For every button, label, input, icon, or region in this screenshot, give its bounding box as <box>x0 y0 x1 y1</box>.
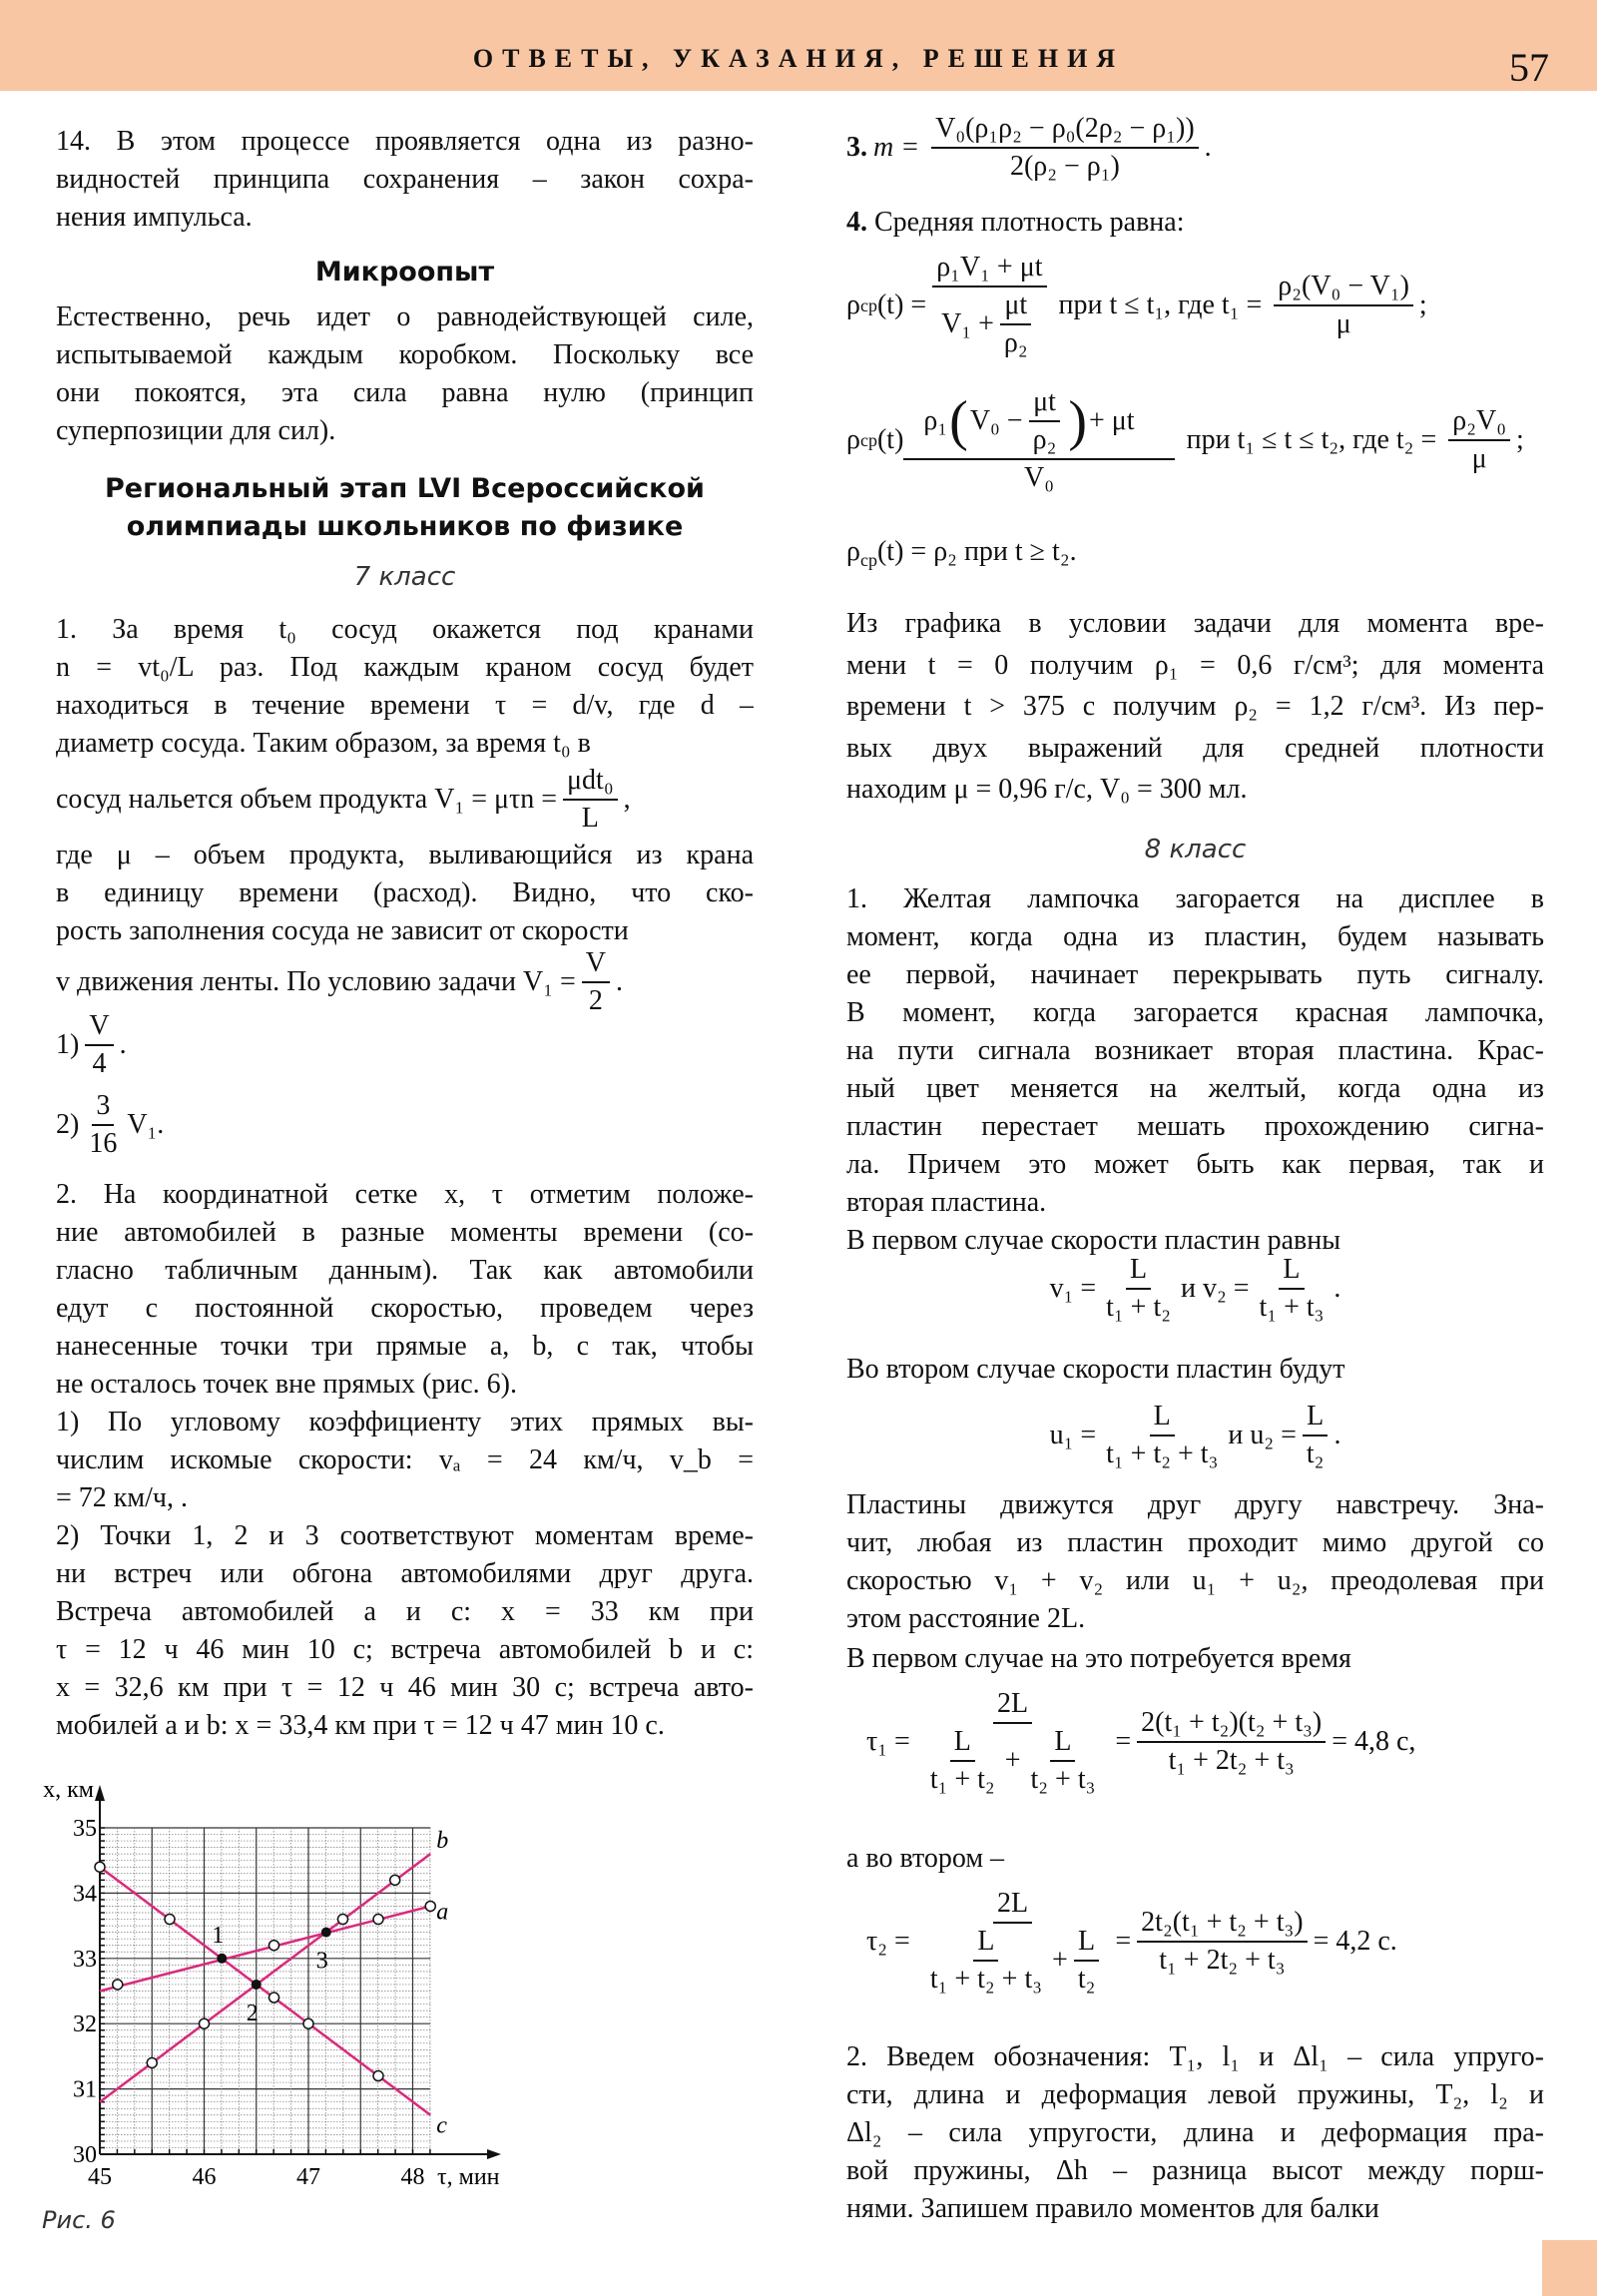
text-line: находим μ = 0,96 г/с, V₀ = 300 мл. <box>846 774 1248 805</box>
denominator: t₂ <box>1077 1964 1096 1996</box>
y-tick-label: 33 <box>73 1946 97 1973</box>
y-axis-arrow <box>95 1785 105 1801</box>
text-line: едут с постоянной скоростью, проведем через <box>56 1293 754 1324</box>
denominator: t₁ + t₂ + t₃ <box>1106 1438 1219 1469</box>
denominator: μ <box>1471 443 1487 474</box>
subscript: ср <box>859 429 877 450</box>
paren: ( <box>949 389 968 452</box>
denominator: t₁ + t₂ <box>1106 1292 1171 1323</box>
text-line: ла. Причем это может быть как первая, так и <box>846 1149 1544 1180</box>
numerator: ρ₂(V₀ − V₁) <box>1274 271 1413 306</box>
answer-tail: V₁. <box>127 1108 165 1140</box>
y-tick-label: 30 <box>73 2142 97 2168</box>
formula-condition <box>56 946 754 1016</box>
text-line: гласно табличным данным). Так как автомобили <box>56 1255 754 1286</box>
case-2-text: Во втором случае скорости пластин будут <box>846 1354 1345 1385</box>
formula-tau-1 <box>846 1687 1544 1797</box>
section-title: ОТВЕТЫ, УКАЗАНИЯ, РЕШЕНИЯ <box>472 44 1125 73</box>
text-line: не осталось точек вне прямых (рис. 6). <box>56 1369 517 1400</box>
numerator: L <box>1126 1254 1151 1290</box>
problem-8-1-text-b <box>846 1486 1544 1638</box>
text-line: ее первой, начинает перекрывать путь сигналу. <box>846 959 1544 990</box>
text-line: времени t > 375 с получим ρ₂ = 1,2 г/см³. Из пер- <box>846 691 1544 722</box>
numerator: L <box>1303 1401 1328 1436</box>
rho-symbol: ρ <box>846 536 860 567</box>
grade-7-label: 7 класс <box>353 562 456 592</box>
punct: , <box>623 783 631 815</box>
x-tick-label: 48 <box>400 2164 425 2190</box>
formula-speeds-u <box>846 1400 1544 1471</box>
punct: . <box>616 965 623 997</box>
formula-density-3 <box>846 533 1544 579</box>
punct: . <box>119 1028 127 1060</box>
text-line: вых двух выражений для средней плотности <box>846 732 1544 764</box>
denominator: L <box>581 803 599 834</box>
numerator: μdt₀ <box>563 765 618 801</box>
fraction <box>932 252 1046 360</box>
case-1-text: В первом случае скорости пластин равны <box>846 1225 1341 1256</box>
numerator <box>903 386 1174 460</box>
graph-paragraph <box>846 603 1544 811</box>
text-line: скоростью v₁ + v₂ или u₁ + u₂, преодолевая при <box>846 1565 1544 1596</box>
formula-density-1 <box>846 246 1427 365</box>
text-line: 1. Желтая лампочка загорается на дисплее в <box>846 883 1544 914</box>
y-axis-label: x, км <box>43 1777 94 1803</box>
item-4-intro <box>846 204 1544 242</box>
data-point-a <box>425 1901 435 1911</box>
numerator: L <box>950 1726 975 1762</box>
item-text: Средняя плотность равна: <box>874 207 1185 238</box>
text-line: находиться в течение времени τ = d/v, где d – <box>56 690 754 721</box>
denominator: V₀ <box>1024 462 1054 494</box>
numerator: L <box>1074 1926 1099 1962</box>
text-line: сти, длина и деформация левой пружины, T₂, l₂ и <box>846 2079 1544 2110</box>
fraction <box>1448 405 1510 475</box>
formula-lhs: m = <box>873 131 920 163</box>
x-axis-label: τ, мин <box>437 2164 500 2190</box>
page-header <box>0 0 1597 91</box>
fraction <box>85 1010 113 1080</box>
item-number: 3. <box>846 131 867 163</box>
fraction <box>903 386 1174 495</box>
data-point-b <box>390 1875 400 1885</box>
plus: + <box>1052 1945 1068 1976</box>
numerator: L <box>1050 1726 1075 1762</box>
problem-8-2-text <box>846 2038 1544 2228</box>
punct: . <box>1333 1272 1341 1304</box>
data-point-b <box>147 2057 157 2067</box>
fraction <box>931 113 1199 183</box>
text-line: рость заполнения сосуда не зависит от скорости <box>56 915 629 946</box>
numerator: L <box>973 1926 998 1962</box>
denominator: t₁ + t₂ + t₃ <box>929 1964 1043 1996</box>
text-line: числим искомые скорости: vₐ = 24 км/ч, v_b = <box>56 1444 754 1475</box>
text-line: ный цвет меняется на желтый, когда одна из <box>846 1073 1544 1104</box>
microexperiment-title: Микроопыт <box>314 257 495 287</box>
item-number: 4. <box>846 207 867 238</box>
fraction <box>926 1926 1046 1996</box>
intersection-label: 2 <box>246 2000 259 2026</box>
text-line: вторая пластина. <box>846 1187 1047 1218</box>
text-line: этом расстояние 2L. <box>846 1603 1086 1634</box>
fraction <box>563 765 618 835</box>
data-point-b <box>337 1915 347 1925</box>
fraction <box>1274 271 1413 340</box>
problem-2-part-1 <box>56 1404 754 1517</box>
fraction <box>1102 1401 1222 1470</box>
text-line: ни встреч или обгона автомобилями друг друга. <box>56 1558 754 1589</box>
denominator: 4 <box>92 1048 107 1079</box>
denominator: t₁ + t₃ <box>1259 1292 1325 1323</box>
formula-lhs: (t) = <box>876 288 927 320</box>
denominator: ρ₂ <box>1032 423 1057 455</box>
fraction <box>1102 1254 1175 1324</box>
text-line: они покоятся, эта сила равна нулю (принцип <box>56 377 754 408</box>
text-line: Естественно, речь идет о равнодействующей силе, <box>56 301 754 332</box>
figure-caption: Рис. 6 <box>42 2206 116 2234</box>
text-line: В момент, когда загорается красная лампочка, <box>846 997 1544 1028</box>
denominator: t₁ + t₂ <box>929 1764 995 1796</box>
text-line: мобилей a и b: x = 33,4 км при τ = 12 ч 47 мин 10 с. <box>56 1710 665 1741</box>
second-case-text: а во втором – <box>846 1843 1005 1874</box>
text-line: 2) Точки 1, 2 и 3 соответствуют моментам време- <box>56 1520 754 1551</box>
denominator: t₁ + 2t₂ + t₃ <box>1168 1745 1295 1776</box>
num-text: + μt <box>1088 404 1135 436</box>
fraction <box>1137 1907 1307 1977</box>
fraction <box>916 1688 1110 1797</box>
numerator: L <box>1150 1401 1175 1436</box>
intersection-label: 1 <box>212 1922 225 1949</box>
denominator: μ <box>1335 308 1351 339</box>
text-line: видностей принципа сохранения – закон сохра- <box>56 164 754 195</box>
formula-lhs: u₁ = <box>1049 1419 1097 1450</box>
condition-text: при t₁ ≤ t ≤ t₂, где t₂ = <box>1186 423 1437 455</box>
fraction <box>1137 1707 1326 1777</box>
denominator: t₁ + 2t₂ + t₃ <box>1159 1945 1286 1976</box>
series-label-b: b <box>436 1827 449 1854</box>
punct: ; <box>1418 288 1427 320</box>
page-number: 57 <box>1509 45 1549 90</box>
den-text: V₁ + <box>941 308 994 339</box>
rho-symbol: ρ <box>846 288 860 320</box>
result: = 4,8 с, <box>1331 1725 1416 1757</box>
formula-text: и u₂ = <box>1228 1419 1297 1450</box>
data-point-c <box>95 1862 105 1872</box>
x-tick-label: 47 <box>296 2164 320 2190</box>
text-line: 1. За время t₀ сосуд окажется под кранами <box>56 614 754 645</box>
problem-2-part-2 <box>56 1517 754 1745</box>
text-line: 1) По угловому коэффициенту этих прямых вы- <box>56 1407 754 1437</box>
numerator: 2(t₁ + t₂)(t₂ + t₃) <box>1137 1707 1326 1743</box>
formula-tau-2 <box>846 1887 1544 1997</box>
text-line: 2. На координатной сетке x, τ отметим положе- <box>56 1179 754 1210</box>
formula-text: сосуд нальется объем продукта V₁ = μτn = <box>56 783 558 815</box>
formula-rest: (t) = ρ₂ при t ≥ t₂. <box>876 536 1077 567</box>
answer-label: 1) <box>56 1028 80 1060</box>
fraction <box>1026 1726 1099 1796</box>
fraction <box>1074 1926 1100 1996</box>
rho-symbol: ρ <box>846 423 860 455</box>
subscript: ср <box>859 550 877 570</box>
grade-8-label: 8 класс <box>1144 835 1247 864</box>
fraction <box>1256 1254 1329 1324</box>
text-line: нения импульса. <box>56 202 253 233</box>
figure-6-chart <box>0 1757 779 2236</box>
text-line: пластин перестает мешать прохождению сигна- <box>846 1111 1544 1142</box>
denominator <box>916 1724 1110 1796</box>
formula-lhs: τ₁ = <box>866 1725 910 1757</box>
num-text: V₀ − <box>969 404 1023 436</box>
fraction <box>582 947 610 1017</box>
equals: = <box>1115 1725 1132 1757</box>
text-line: 14. В этом процессе проявляется одна из разно- <box>56 126 754 157</box>
y-tick-label: 34 <box>73 1881 97 1908</box>
fraction <box>1029 386 1061 456</box>
formula-lhs: v₁ = <box>1049 1272 1097 1304</box>
denominator: t₂ <box>1306 1438 1325 1469</box>
text-line: где μ – объем продукта, выливающийся из крана <box>56 840 754 870</box>
x-tick-label: 46 <box>192 2164 217 2190</box>
text-line: = 72 км/ч, . <box>56 1482 188 1513</box>
numerator: μt <box>1000 289 1031 325</box>
problem-8-1-text <box>846 880 1544 1222</box>
denominator <box>937 287 1042 359</box>
numerator: μt <box>1029 386 1060 422</box>
numerator: 2L <box>993 1888 1032 1924</box>
heading-line: олимпиады школьников по физике <box>126 511 684 542</box>
text-line: нанесенные точки три прямые a, b, c так, чтобы <box>56 1331 754 1362</box>
punct: ; <box>1515 423 1524 455</box>
result: = 4,2 с. <box>1313 1925 1397 1957</box>
text-line: суперпозиции для сил). <box>56 415 336 446</box>
punct: . <box>1333 1419 1341 1450</box>
plus: + <box>1004 1745 1021 1776</box>
numerator: V <box>582 947 610 983</box>
formula-density-2 <box>846 375 1524 505</box>
equals: = <box>1115 1925 1132 1957</box>
text-line: 2. Введем обозначения: T₁, l₁ и Δl₁ – сила упруго- <box>846 2041 1544 2072</box>
text-line: Пластины движутся друг другу навстречу. Зна- <box>846 1489 1544 1520</box>
text-line: в единицу времени (расход). Видно, что ско- <box>56 877 754 908</box>
intersection-point <box>217 1954 227 1964</box>
text-line: τ = 12 ч 46 мин 10 с; встреча автомобилей b и c: <box>56 1634 754 1665</box>
denominator: ρ₂ <box>1003 327 1028 359</box>
y-tick-label: 31 <box>73 2076 97 2103</box>
series-label-c: c <box>436 2112 447 2139</box>
problem-2-text <box>56 1176 754 1404</box>
text-line: n = vt₀/L раз. Под каждым краном сосуд будет <box>56 652 754 683</box>
formula-text: и v₂ = <box>1181 1272 1250 1304</box>
heading-line: Региональный этап LVI Всероссийской <box>105 473 705 504</box>
text-line: Из графика в условии задачи для момента вре- <box>846 608 1544 639</box>
formula-lhs: (t) <box>876 423 904 455</box>
data-point-a <box>113 1980 123 1990</box>
numerator: 2t₂(t₁ + t₂ + t₃) <box>1137 1907 1307 1943</box>
punct: . <box>1204 131 1212 163</box>
text-line: Δl₂ – сила упругости, длина и деформация пра- <box>846 2117 1544 2148</box>
x-axis-arrow <box>487 2149 501 2159</box>
formula-mass <box>846 112 1212 184</box>
condition-text: при t ≤ t₁, где t₁ = <box>1058 288 1263 320</box>
num-text: ρ₁ <box>923 404 948 436</box>
numerator: 2L <box>993 1688 1032 1724</box>
time-1-intro: В первом случае на это потребуется время <box>846 1643 1351 1674</box>
intersection-point <box>321 1928 331 1938</box>
denominator <box>916 1924 1110 1996</box>
answer-2 <box>56 1089 165 1159</box>
olympiad-heading <box>56 470 754 546</box>
fraction <box>926 1726 999 1796</box>
denominator: 2 <box>588 985 603 1016</box>
series-label-a: a <box>436 1899 449 1926</box>
data-point-c <box>373 2071 383 2081</box>
problem-1-text <box>56 611 754 763</box>
data-point-c <box>303 2018 313 2028</box>
intersection-point <box>252 1980 262 1990</box>
text-line: момент, когда одна из пластин, будем называть <box>846 921 1544 952</box>
data-point-a <box>373 1915 383 1925</box>
formula-speeds-v <box>846 1253 1544 1325</box>
denominator: t₂ + t₃ <box>1030 1764 1096 1796</box>
text-line: ние автомобилей в разные моменты времени (со- <box>56 1217 754 1248</box>
subscript: ср <box>859 294 877 315</box>
x-tick-label: 45 <box>88 2164 112 2190</box>
numerator: 3 <box>92 1090 114 1126</box>
formula-volume <box>56 764 754 834</box>
corner-tab <box>1542 2240 1597 2296</box>
numerator: L <box>1279 1254 1304 1290</box>
data-point-b <box>200 2018 210 2028</box>
y-tick-label: 32 <box>73 2011 97 2038</box>
paren: ) <box>1068 389 1087 452</box>
problem-14 <box>56 123 754 237</box>
answer-label: 2) <box>56 1108 80 1140</box>
formula-text: v движения ленты. По условию задачи V₁ = <box>56 965 576 997</box>
text-line: Встреча автомобилей a и c: x = 33 км при <box>56 1596 754 1627</box>
numerator: V <box>85 1010 113 1046</box>
text-line: вой пружины, Δh – разница высот между порш- <box>846 2155 1544 2186</box>
fraction <box>1000 289 1032 359</box>
y-tick-label: 35 <box>73 1816 97 1842</box>
numerator: V₀(ρ₁ρ₂ − ρ₀(2ρ₂ − ρ₁)) <box>931 113 1199 149</box>
text-line: мени t = 0 получим ρ₁ = 0,6 г/см³; для момента <box>846 649 1544 681</box>
text-line: на пути сигнала возникает вторая пластина. Крас- <box>846 1035 1544 1066</box>
data-point-a <box>269 1941 279 1951</box>
intersection-label: 3 <box>315 1948 328 1975</box>
denominator: 16 <box>89 1128 118 1159</box>
data-point-c <box>269 1993 279 2003</box>
numerator: ρ₁V₁ + μt <box>932 252 1046 287</box>
fraction <box>85 1090 121 1160</box>
numerator: ρ₂V₀ <box>1448 405 1510 441</box>
fraction <box>916 1888 1110 1997</box>
text-line: нями. Запишем правило моментов для балки <box>846 2193 1379 2224</box>
text-line: диаметр сосуда. Таким образом, за время t₀ в <box>56 728 591 759</box>
formula-lhs: τ₂ = <box>866 1925 910 1957</box>
text-line: x = 32,6 км при τ = 12 ч 46 мин 30 с; встреча авто- <box>56 1672 754 1703</box>
fraction <box>1303 1401 1329 1470</box>
microexperiment-text <box>56 298 754 450</box>
data-point-c <box>165 1915 175 1925</box>
denominator: 2(ρ₂ − ρ₁) <box>1009 151 1120 182</box>
text-line: испытываемой каждым коробком. Поскольку все <box>56 339 754 370</box>
text-line: чит, любая из пластин проходит мимо другой со <box>846 1527 1544 1558</box>
problem-1-text-b <box>56 837 754 950</box>
answer-1 <box>56 1009 127 1079</box>
